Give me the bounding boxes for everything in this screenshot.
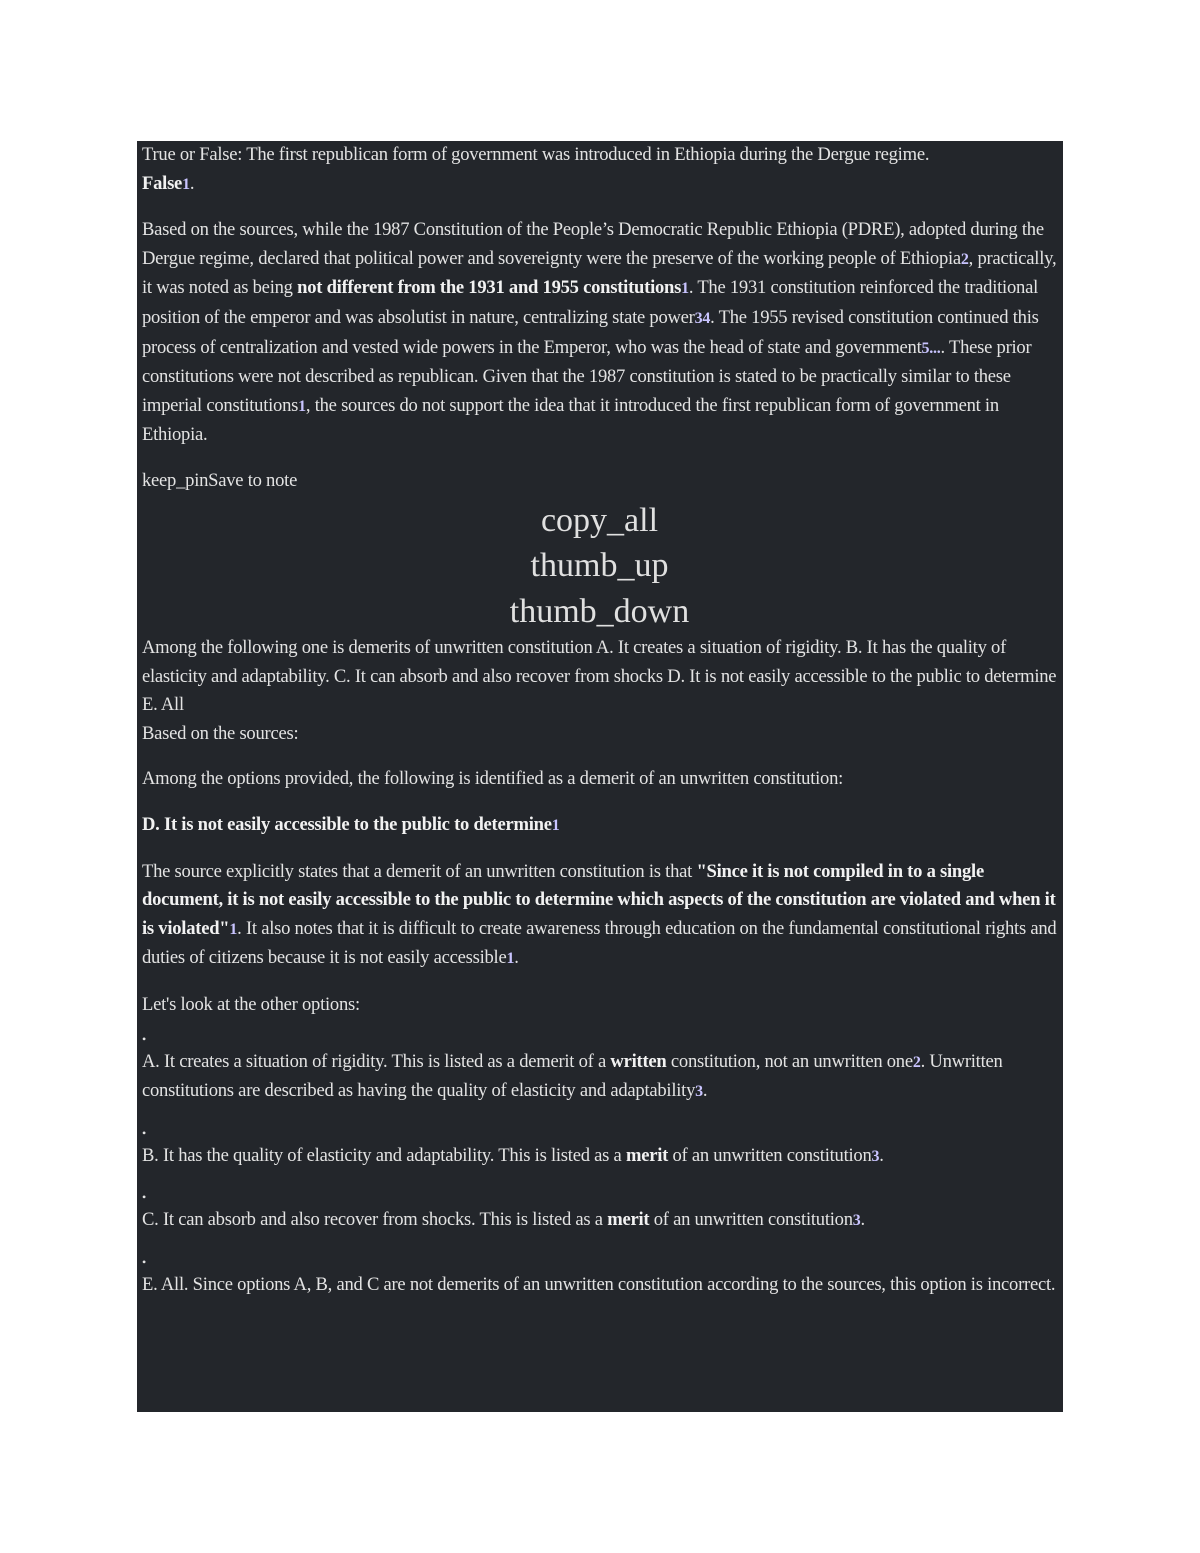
- intro-text: Based on the sources:: [142, 722, 299, 744]
- text-span: .: [514, 947, 519, 969]
- citation[interactable]: 1: [229, 920, 238, 938]
- bullet-icon: •: [142, 1031, 146, 1046]
- question-2: [142, 634, 1057, 720]
- answer-1: False1.: [142, 172, 195, 194]
- question-1-text: True or False: The first republican form of government was introduced in Ethiopia during the Dergue regime.: [142, 144, 930, 165]
- bullet-icon: •: [142, 1125, 146, 1140]
- option-a-text: [142, 1048, 1057, 1107]
- text-span: C. It can absorb and also recover from shocks. This is listed as a: [142, 1209, 608, 1231]
- bullet-icon: •: [142, 1254, 146, 1269]
- citation[interactable]: 34: [694, 309, 711, 327]
- citation[interactable]: 3: [852, 1212, 861, 1230]
- text-span: .: [860, 1209, 865, 1231]
- copy-icon[interactable]: copy_all: [540, 501, 659, 539]
- text-span: Based on the sources, while the 1987 Constitution of the People’s Democratic Republic Ethiopia (PDRE), adopted during the Dergue regime, declared that political power and sovereignty were the preserve of the working people of Ethiopia: [142, 219, 1044, 269]
- thumb-down-icon[interactable]: thumb_down: [509, 592, 690, 630]
- text-span: E. All. Since options A, B, and C are not demerits of an unwritten constitution according to the sources, this option is incorrect.: [142, 1273, 1056, 1295]
- text-span: , practically, it was noted as being: [142, 247, 1057, 299]
- thumb-up-icon[interactable]: thumb_up: [530, 547, 669, 585]
- text-span: constitution, not an unwritten one: [666, 1050, 913, 1072]
- explanation-1: [142, 216, 1057, 450]
- answer-2-text: D. It is not easily accessible to the public to determine: [142, 814, 552, 835]
- citation[interactable]: 3: [871, 1147, 880, 1165]
- question-1: [142, 141, 1057, 170]
- list-item: [142, 1253, 1057, 1300]
- list-item: [142, 1030, 1057, 1107]
- bullet-icon: •: [142, 1190, 146, 1205]
- citation[interactable]: 1: [506, 950, 515, 968]
- bold-text: merit: [625, 1144, 669, 1166]
- citation[interactable]: 1: [182, 175, 190, 193]
- text-span: . These prior constitutions were not described as republican. Given that the 1987 constitution is stated to be practically similar to these imperial constitutions: [142, 336, 1032, 416]
- text-span: A. It creates a situation of rigidity. This is listed as a demerit of a: [142, 1050, 611, 1072]
- save-to-note-label: keep_pinSave to note: [142, 469, 298, 491]
- citation[interactable]: 3: [695, 1083, 703, 1101]
- citation[interactable]: 2: [960, 250, 969, 268]
- text-span: of an unwritten constitution: [649, 1209, 853, 1231]
- bold-quote: "Since it is not compiled in to a single document, it is not easily accessible to the public to determine which aspects of the constitution are violated and when it is violated": [142, 860, 1056, 939]
- list-item: [142, 1188, 1057, 1236]
- explanation-2: [142, 858, 1057, 974]
- text-span: . The 1931 constitution reinforced the traditional position of the emperor and was absolutist in nature, centralizing state power: [142, 277, 1038, 328]
- text-span: of an unwritten constitution: [668, 1144, 872, 1166]
- text-span: . Unwritten constitutions are described as having the quality of elasticity and adaptability: [142, 1050, 1003, 1102]
- citation[interactable]: 1: [551, 817, 560, 834]
- citation[interactable]: 2: [912, 1053, 921, 1071]
- option-c-text: [142, 1206, 1057, 1236]
- document-panel: [137, 141, 1063, 1412]
- citation[interactable]: 1: [298, 397, 306, 415]
- text-span: .: [702, 1080, 708, 1102]
- list-item: [142, 1124, 1057, 1172]
- text-span: .: [879, 1144, 884, 1166]
- citation[interactable]: 5...: [921, 339, 941, 357]
- answer-2: [142, 811, 1057, 841]
- question-2-text: Among the following one is demerits of unwritten constitution A. It creates a situation of rigidity. B. It has the quality of elasticity and adaptability. C. It can absorb and also recover from shocks D. It is not easily accessible to the public to determine E. All: [142, 637, 1057, 716]
- lead-text: Among the options provided, the following is identified as a demerit of an unwritten constitution:: [142, 768, 844, 790]
- response-actions: [142, 498, 1057, 635]
- others-intro: Let's look at the other options:: [142, 993, 360, 1015]
- bold-text: merit: [607, 1209, 650, 1231]
- bold-text: not different from the 1931 and 1955 constitutions: [297, 277, 682, 299]
- text-span: . It also notes that it is difficult to create awareness through education on the fundamental constitutional rights and duties of citizens because it is not easily accessible: [142, 917, 1057, 969]
- text-span: The source explicitly states that a demerit of an unwritten constitution is that: [142, 860, 697, 882]
- citation[interactable]: 1: [681, 280, 689, 298]
- option-e-text: [142, 1271, 1057, 1300]
- text-span: . The 1955 revised constitution continued this process of centralization and vested wide powers in the Emperor, who was the head of state and government: [142, 306, 1039, 358]
- text-span: B. It has the quality of elasticity and adaptability. This is listed as a: [142, 1144, 626, 1166]
- text-span: , the sources do not support the idea that it introduced the first republican form of government in Ethiopia.: [142, 394, 999, 446]
- bold-text: written: [610, 1050, 667, 1072]
- save-to-note-button[interactable]: [142, 467, 1057, 496]
- option-b-text: [142, 1142, 1057, 1172]
- answer-1-text: False: [142, 172, 183, 194]
